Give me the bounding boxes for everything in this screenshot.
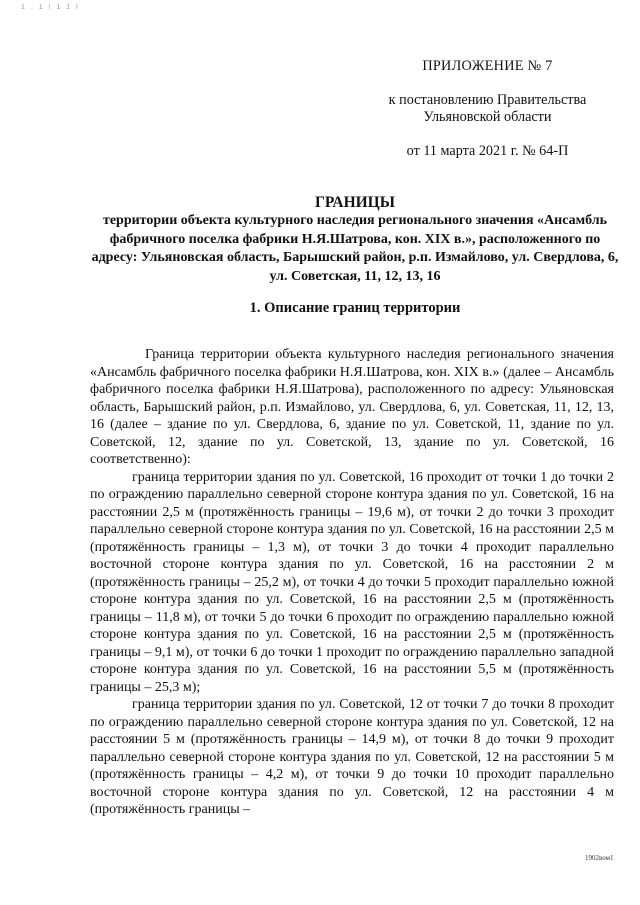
- resolution-line-2: Ульяновской области: [423, 109, 552, 125]
- resolution-date: от 11 марта 2021 г. № 64-П: [406, 143, 569, 159]
- document-title: ГРАНИЦЫ: [315, 194, 395, 211]
- appendix-label: ПРИЛОЖЕНИЕ № 7: [422, 58, 553, 74]
- section-heading: 1. Описание границ территории: [249, 300, 461, 316]
- footer-code: 1902вом1: [585, 854, 614, 862]
- document-subtitle: территории объекта культурного наследия регионального значения «Ансамбль фабричного поселка фабрики Н.Я.Шатрова, кон. XIX в.», расположенного по адресу: Ульяновская область, Барышский район, р.п. Измайлово, ул. Свердлова, 6, ул. Советская, 11, 12, 13, 16: [91, 213, 619, 284]
- resolution-line-1: к постановлению Правительства: [388, 92, 587, 108]
- paragraph-sovetskaya-12: граница территории здания по ул. Советской, 12 от точки 7 до точки 8 проходит по ограждению параллельно северной стороне контура здания по ул. Советской, 12 на расстоянии 5 м (протяжённость границы – 14,9 м), от точки 8 до точки 9 проходит параллельно северной стороне контура здания по ул. Советской, 12 на расстоянии 5 м (протяжённость границы – 4,2 м), от точки 9 до точки 10 проходит параллельно восточной стороне контура здания по ул. Советской, 12 на расстоянии 4 м (протяжённость границы –: [90, 697, 614, 817]
- resolution-reference: [380, 92, 595, 126]
- scan-mark: 1 . 1 ! 1 1 l: [21, 4, 80, 11]
- paragraph-intro: Граница территории объекта культурного наследия регионального значения «Ансамбль фабричного поселка фабрики Н.Я.Шатрова, кон. XIX в.» (далее – Ансамбль фабричного поселка фабрики Н.Я.Шатрова), расположенного по адресу: Ульяновская область, Барышский район, р.п. Измайлово, ул. Свердлова, 6, ул. Советская, 11, 12, 13, 16 (далее – здание по ул. Свердлова, 6, здание по ул. Советской, 11, здание по ул. Советской, 12, здание по ул. Советской, 13, здание по ул. Советской, 16 соответственно):: [90, 347, 614, 467]
- paragraph-sovetskaya-16: граница территории здания по ул. Советской, 16 проходит от точки 1 до точки 2 по ограждению параллельно северной стороне контура здания по ул. Советской, 16 на расстоянии 2,5 м (протяжённость границы – 19,6 м), от точки 2 до точки 3 проходит параллельно северной стороне контура здания по ул. Советской, 16 на расстоянии 2,5 м (протяжённость границы – 1,3 м), от точки 3 до точки 4 проходит параллельно восточной стороне контура здания по ул. Советской, 16 на расстоянии 2 м (протяжённость границы – 25,2 м), от точки 4 до точки 5 проходит параллельно южной стороне контура здания по ул. Советской, 16 на расстоянии 2,5 м (протяжённость границы – 11,8 м), от точки 5 до точки 6 проходит по ограждению параллельно южной стороне контура здания по ул. Советской, 16 на расстоянии 2,5 м (протяжённость границы – 9,1 м), от точки 6 до точки 1 проходит по ограждению параллельно западной стороне контура здания по ул. Советской, 16 на расстоянии 5,5 м (протяжённость границы – 25,3 м);: [90, 469, 614, 695]
- body-text: [90, 346, 614, 819]
